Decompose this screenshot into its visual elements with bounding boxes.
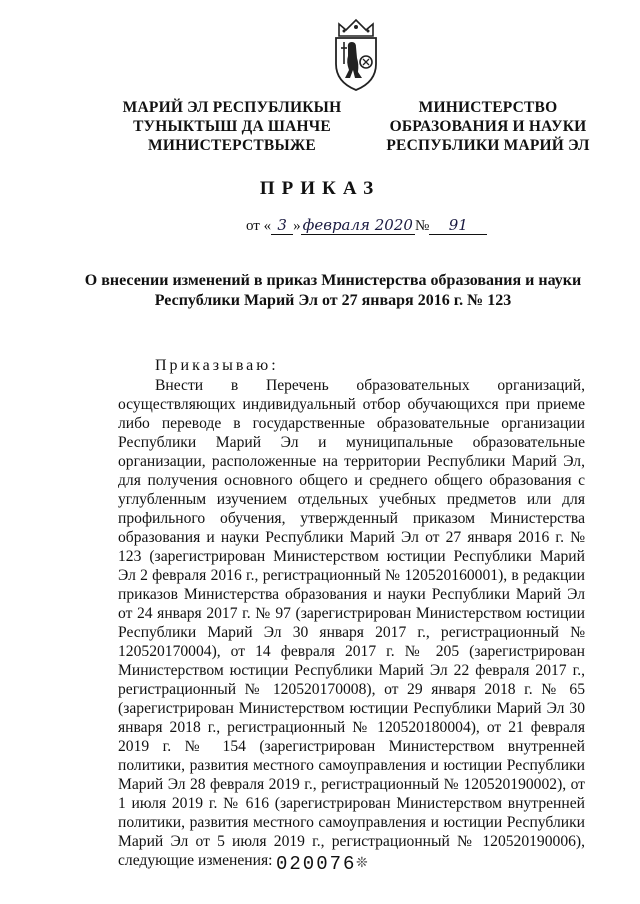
ministry-name-russian-line-2: ОБРАЗОВАНИЯ И НАУКИ	[389, 118, 587, 135]
order-number: 91	[429, 216, 487, 235]
ministry-name-mari-line-2: ТУНЫКТЫШ ДА ШАНЧЕ	[133, 118, 331, 135]
date-day: 3	[271, 216, 293, 235]
order-label: Приказываю:	[155, 357, 279, 374]
date-number-line	[246, 216, 487, 235]
ministry-name-russian-line-3: РЕСПУБЛИКИ МАРИЙ ЭЛ	[386, 137, 590, 154]
ministry-name-russian-line-1: МИНИСТЕРСТВО	[418, 99, 558, 116]
order-body-text: Внести в Перечень образовательных организаций, осуществляющих индивидуальный отбор обучающихся при приеме либо переводе в государственные образовательные организации Республики Марий Эл и муниципальные образовательные организации, расположенные на территории Республики Марий Эл, для получения основного общего и среднего общего образования с углубленным изучением отдельных учебных предметов или для профильного обучения, утвержденный приказом Министерства образования и науки Республики Марий Эл от 27 января 2016 г. № 123 (зарегистрирован Министерством юстиции Республики Марий Эл 2 февраля 2016 г., регистрационный № 120520160001), в редакции приказов Министерства образования и науки Республики Марий Эл от 24 января 2017 г. № 97 (зарегистрирован Министерством юстиции Республики Марий Эл 30 января 2017 г., регистрационный № 120520170004), от 14 февраля 2017 г. № 205 (зарегистрирован Министерством юстиции Республики Марий Эл 22 февраля 2017 г., регистрационный № 120520170008), от 29 января 2018 г. № 65 (зарегистрирован Министерством юстиции Республики Марий Эл 30 января 2018 г., регистрационный № 120520180004), от 21 февраля 2019 г. № 154 (зарегистрирован Министерством внутренней политики, развития местного самоуправления и юстиции Республики Марий Эл 28 февраля 2019 г., регистрационный № 120520190002), от 1 июля 2019 г. № 616 (зарегистрирован Министерством внутренней политики, развития местного самоуправления и юстиции Республики Марий Эл от 5 июля 2019 г., регистрационный № 120520190006), следующие изменения:	[118, 377, 585, 869]
date-month-year: февраля 2020	[302, 216, 413, 234]
ministry-name-mari-line-3: МИНИСТЕРСТВЫЖЕ	[148, 137, 316, 154]
document-title: ПРИКАЗ	[259, 178, 381, 199]
ministry-name-mari	[112, 98, 352, 155]
form-serial-number: 020076	[276, 853, 357, 875]
order-subject: О внесении изменений в приказ Министерства образования и науки Республики Марий Эл от 27 января 2016 г. № 123	[84, 272, 582, 309]
ornament-star-icon: ❊	[356, 856, 368, 871]
ministry-name-russian	[372, 98, 604, 155]
number-label: №	[414, 218, 430, 234]
date-prefix: от «	[246, 218, 272, 234]
date-mid: »	[293, 218, 301, 234]
coat-of-arms-icon	[331, 18, 381, 92]
ministry-name-mari-line-1: МАРИЙ ЭЛ РЕСПУБЛИКЫН	[122, 99, 342, 116]
